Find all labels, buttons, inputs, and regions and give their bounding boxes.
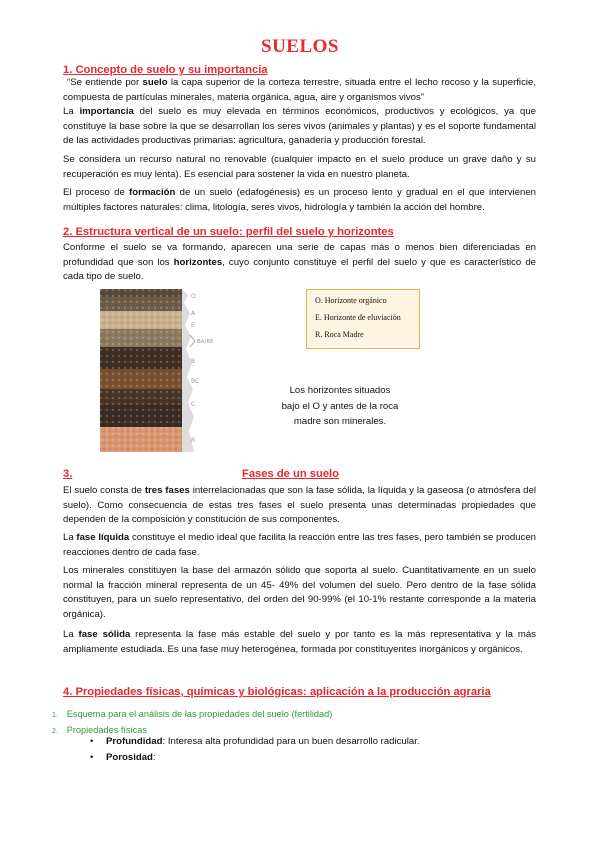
list-item-2: 2. Propiedades físicas — [52, 725, 147, 735]
s1-resource: Se considera un recurso natural no renovable (cualquier impacto en el suelo produce un grave daño y su recuperación es muy lenta). Es esencial para sostener la vida en nuestro planeta. — [63, 154, 536, 180]
s1-importance: La importancia del suelo es muy elevada en términos económicos, productivos y ecológicos, ya que constituye la base sobre la que se desarrollan los seres vivos (animales y plantas) y es el soporte fundamental de las actividades productivas primarias: agricultura, ganadería y producción forestal. — [63, 106, 537, 147]
s3-solid-phase: La fase sólida representa la fase más estable del suelo y por tanto es la más representativa y la más ampliamente estudiada. Es una fase muy heterogénea, formada por constituyentes inorgánicos y orgánicos. — [63, 629, 536, 655]
legend-item-e: E. Horizonte de eluviación — [315, 313, 401, 322]
section-3-heading: Fases de un suelo — [242, 468, 339, 480]
legend-item-o: O. Horizonte orgánico — [315, 296, 387, 305]
profile-label-babe: BA/BE — [197, 339, 214, 345]
soil-profile-image — [100, 289, 220, 452]
page-title: SUELOS — [261, 36, 339, 57]
horizons-legend — [306, 289, 420, 349]
s1-formation: El proceso de formación de un suelo (edafogénesis) es un proceso lento y gradual en el que intervienen múltiples factores naturales: clima, litología, seres vivos, hidrología y también la acción del hombre. — [63, 187, 536, 213]
bullet-depth: • Profundidad: Interesa alta profundidad para un buen desarrollo radicular. — [90, 736, 420, 747]
profile-label-o: O — [191, 293, 196, 300]
profile-label-r: R — [191, 437, 196, 444]
list-item-1: 1. Esquema para el análisis de las propiedades del suelo (fertilidad) — [52, 709, 333, 719]
s3-liquid-phase: La fase líquida constituye el medio ideal que facilita la reacción entre las tres fases, pero también se producen reacciones dentro de cada fase. — [63, 532, 537, 558]
section-1-heading: 1. Concepto de suelo y su importancia — [63, 64, 268, 76]
profile-label-c: C — [191, 401, 196, 408]
legend-item-r: R. Roca Madre — [315, 330, 364, 339]
s1-quote: “Se entiende por suelo la capa superior de la corteza terrestre, situada entre el lecho rocoso y la superficie, compuesta de partículas minerales, materia orgánica, agua, aire y organismos vivos” — [63, 77, 536, 103]
profile-label-e: E — [191, 322, 195, 329]
s3-phases: El suelo consta de tres fases interrelacionadas que son la fase sólida, la líquida y la gaseosa (o atmósfera del suelo). Como consecuencia de estas tres fases el suelo presenta unas determinadas propiedades que dependen de la composición y constitución de sus componentes. — [63, 485, 536, 526]
section-4-heading: 4. Propiedades físicas, químicas y biológicas: aplicación a la producción agraria — [63, 686, 491, 698]
profile-label-a: A — [191, 310, 196, 317]
profile-label-b: B — [191, 358, 196, 365]
horizons-note: Los horizontes situados bajo el O y antes de la roca madre son minerales. — [281, 385, 399, 427]
s3-minerals: Los minerales constituyen la base del armazón sólido que soporta al suelo. Cuantitativamente en un suelo normal la fracción mineral representa de un 45- 49% del volumen del suelo. Pero dentro de la fase sólida constituyen, para un suelo representativo, del orden del 90-99% (el 10-1% restante corresponde a la materia orgánica). — [63, 565, 536, 620]
profile-label-bc: BC — [191, 378, 200, 385]
section-3-number: 3. — [63, 468, 73, 480]
s2-horizons: Conforme el suelo se va formando, aparecen una serie de capas más o menos bien diferenciadas en profundidad que son los horizontes, cuyo conjunto constituye el perfil del suelo y que es característico de cada tipo de suelo. — [63, 242, 536, 283]
bullet-porosity: • Porosidad: — [90, 752, 156, 763]
section-2-heading: 2. Estructura vertical de un suelo: perfil del suelo y horizontes — [63, 226, 394, 238]
